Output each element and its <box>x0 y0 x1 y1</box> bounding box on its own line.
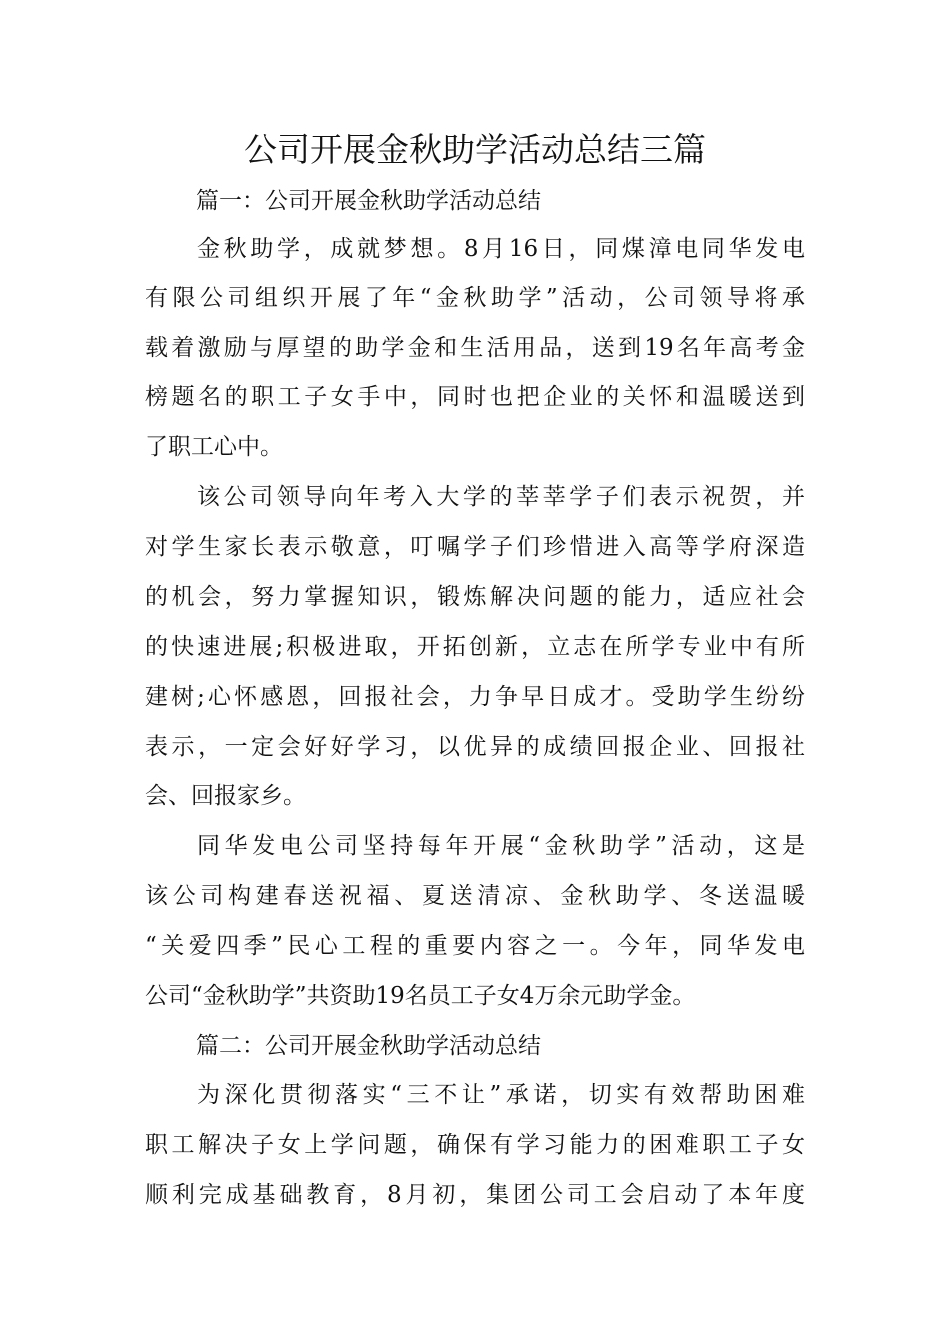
text-line: 了职工心中。 <box>145 434 283 460</box>
text-line: 会、回报家乡。 <box>145 783 306 809</box>
text-line: 表示，一定会好好学习，以优异的成绩回报企业、回报社 <box>145 734 805 760</box>
text-line: 该公司领导向年考入大学的莘莘学子们表示祝贺，并 <box>197 484 805 510</box>
text-line: 有限公司组织开展了年“金秋助学”活动，公司领导将承 <box>145 285 805 311</box>
text-line: 对学生家长表示敬意，叮嘱学子们珍惜进入高等学府深造 <box>145 534 805 560</box>
document-title: 公司开展金秋助学活动总结三篇 <box>244 130 706 169</box>
section-heading-1: 篇一：公司开展金秋助学活动总结 <box>196 188 541 214</box>
text-line: 的机会，努力掌握知识，锻炼解决问题的能力，适应社会 <box>145 584 805 610</box>
text-line: 为深化贯彻落实“三不让”承诺，切实有效帮助困难 <box>197 1082 805 1108</box>
text-line: 公司“金秋助学”共资助19名员工子女4万余元助学金。 <box>145 983 696 1009</box>
text-line: 载着激励与厚望的助学金和生活用品，送到19名年高考金 <box>145 335 805 361</box>
text-line: 金秋助学，成就梦想。8月16日，同煤漳电同华发电 <box>197 236 805 262</box>
text-line: “关爱四季”民心工程的重要内容之一。今年，同华发电 <box>145 933 805 959</box>
text-line: 建树;心怀感恩，回报社会，力争早日成才。受助学生纷纷 <box>145 684 805 710</box>
text-line: 榜题名的职工子女手中，同时也把企业的关怀和温暖送到 <box>145 384 805 410</box>
section-heading-2: 篇二：公司开展金秋助学活动总结 <box>196 1033 541 1059</box>
text-line: 该公司构建春送祝福、夏送清凉、金秋助学、冬送温暖 <box>145 883 805 909</box>
text-line: 同华发电公司坚持每年开展“金秋助学”活动，这是 <box>197 833 805 859</box>
text-line: 的快速进展;积极进取，开拓创新，立志在所学专业中有所 <box>145 634 805 660</box>
text-line: 顺利完成基础教育，8月初，集团公司工会启动了本年度 <box>145 1182 805 1208</box>
text-line: 职工解决子女上学问题，确保有学习能力的困难职工子女 <box>145 1132 805 1158</box>
